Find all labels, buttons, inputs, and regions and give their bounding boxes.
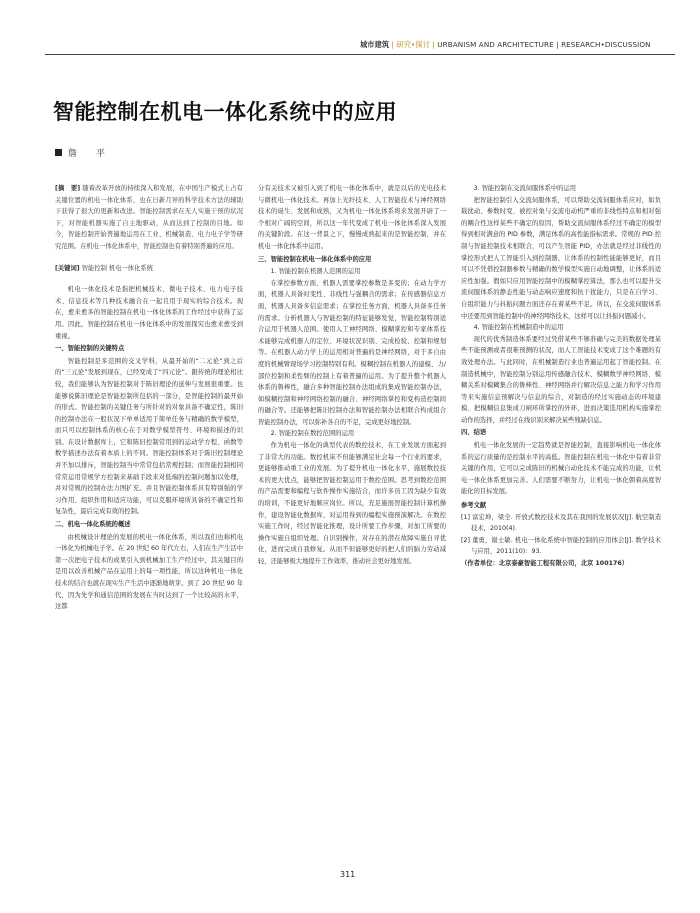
section-1-paragraph: 智能控制是多范围的交叉学科，从最开始的“二元论”到之后的“三元论”发展到现在，已经变成了“四元论”。跟传统的理论相比较，我们能够认为智能控制对于陈旧理论的延伸与发展很重要。也能够说陈旧理论是智能控制所包括的一部分，是智能控制的最开始的形式。智能控制的关键任务与所针对的对象具备不确定性，陈旧的控制办法在一般状况下单单适用于简单任务与精确的数学模型，而只可以控制体系的核心在于对数学模型符号、环境和描述的识别。在设计数据库上，它和陈旧控制常用到的运动学方程、函数等数学描述办法有着本质上的不同。智能控制体系对于陈旧控制理论并不加以排斥，智能控制当中常常包括常规控制；而智能控制相同常常运用常规学方控制来基础手段来对低端的控制问题加以处理，并对常规的控制办法力图扩充。并且智能控制体系具有特别强的学习作用、组织作用和适应功能，可以克服环境所具备的不确定性和复杂性，最后完成有效的控制。 <box>55 357 243 516</box>
article-title: 智能控制在机电一体化系统中的应用 <box>53 100 397 124</box>
subsection-3-2-heading: 2. 智能控制在数控范围的运用 <box>270 430 355 438</box>
subsection-3-1-heading: 1. 智能控制在机器人范围的运用 <box>270 268 361 276</box>
header-section: 城市建筑 <box>360 40 390 49</box>
subsection-3-3-paragraph: 把智能控制引入交流伺服体系，可以帮助交流伺服体系应对，如负载扰动、参数时变、被控对象与交流电动机严重的非线性特点和相对强的耦合性这样某些不确定的原因，帮助交流伺服体系经过不确定的模型得到相对满意的 PID 参数，满足体系的高性能指标需求。常规的 PID 控制与智能控制技术相联合，可以产生智能 PID，办法就是经过非线性的掌控形式把人工智能引入到控制器，让体系的控制性能能够更好，而且可以不凭借控制器参数与精确的数学模型实施自动地调整，让体系的适应性加强。假如只应用智能控制中的模糊掌控算法，那么也可以提升交流伺服体系的静态性能与动态响应速度和抗干扰能力，只是在自学习、自组织能力与抖振问题方面还存在着某些不足。所以，在交流伺服体系中还要用到智能控制中的神经网络技术，这样可以让抖振问题减小。 <box>461 196 661 320</box>
keywords <box>55 263 243 275</box>
header-rule <box>45 54 675 55</box>
abstract-text: 随着改革开放的持续深入和发展，在中国生产模式上占有关键位置的机电一体化体系，也在日新月异的科学技术方法的辅助下获得了很大的更新和改进。智能控制需求在无人实施干预的状况下，对智能机器实施了自主地驱动，从而达到了控制的目地。如今，智能控制开始普遍地运用在工业、机械制造、电力电子学等研究范围。在机电一体化体系中，智能控制也有着特别普遍的应用。 <box>55 185 243 250</box>
column-3 <box>461 183 661 570</box>
subsection-3-2-paragraph: 作为机电一体化的典型代表的数控技术，在工业发展方面起到了非常大的功能。数控机床不但能够满足社会每一个行业的要求，更能够推动重工业的发展。为了提升机电一体化水平，施展数控技术的更大优点，能够把智能控制运用于数控范围。思考到数控范围的产品需要和编程与软件操作实施结合，而许多员工因为缺少有效的培训，不能更好地顺应岗位。所以，充足施展智能控制计算机操作，建设智能化数据库，对运用得到的编程实施预演解决。在数控实施工作时，经过智能化推理，设计所要工作步骤，对加工所要的操作实施自组织处理。自识别操作，对存在的潜在故障实施自寻优化，进而完成自我修复。从而不但能够更好的把人们的脑力劳动减轻，还能够极大地提升工作效率，推动社会更好地发展。 <box>258 442 446 565</box>
abstract-label: [摘 要] <box>55 185 81 192</box>
running-header: 城市建筑 | 研究•探讨 | URBANISM AND ARCHITECTURE | RESEARCH•DISCUSSION <box>360 40 651 49</box>
subsection-3-4-heading: 4. 智能控制在机械制造中的运用 <box>473 324 564 332</box>
references-heading: 参考文献 <box>461 502 487 510</box>
column-1 <box>55 183 243 613</box>
section-3-heading: 三、智能控制在机电一体化体系中的应用 <box>258 255 372 263</box>
section-2-heading: 二、机电一体化系统的概述 <box>55 521 131 529</box>
abstract <box>55 183 243 253</box>
subsection-3-4-paragraph: 现代的优秀制造体系要经过凭借某些不够准确与完美的数据处理某些不能预测或者很难预测的状况，而人工智能技术变成了这个难题的有效处理办法。与此同时，在机械制造行业也普遍运用起了智能控制。在制造机械中，智能控制分别运用传感融合技术、模糊数学神经网络、模糊关系对模糊集合的鲁棒性、神经网络并行解决信息之能力和学习作用等来实施信息预解决与信息的综合，对制造的经过实施动态的环境建模、把模糊信息集成刀闸环所掌控的外环，进而决策选用机构实施掌控动作的选择，并经过在线识别来解决某些残缺信息。 <box>461 335 661 424</box>
author-affiliation: （作者单位：北京泰豪智能工程有限公司，北京 100176） <box>461 560 629 567</box>
section-4-paragraph: 机电一体化发展的一定趋势就是智能控制，直接影响机电一体化体系的运行质量的是控制水平的高低。智能控制在机电一体化中有着非常关键的作用，它可以完成陈旧的机械自动化技术不能完成的功能，让机电一体化体系更加完善。人们需要不断努力，让机电一体化朝着高度智能化的目标发展。 <box>461 442 661 496</box>
header-journal: URBANISM AND ARCHITECTURE <box>437 40 554 49</box>
author-name: 詹 平 <box>68 149 113 159</box>
reference-1: [1] 富宏坤，梁全. 开放式数控技术及其在我国的发展状况[J]. 航空制造技术，2010(4). <box>461 513 661 533</box>
header-category: RESEARCH•DISCUSSION <box>561 40 651 49</box>
column-2 <box>258 183 446 568</box>
section-1-heading: 一、智能控制的关键特点 <box>55 345 125 353</box>
reference-2: [2] 董勇，谢士敏. 机电一体化系统中智能控制的应用体会[J]. 数学技术与应用，2011(10)：93. <box>461 536 661 556</box>
keywords-label: [关键词] <box>55 264 80 272</box>
author-line <box>55 146 113 159</box>
subsection-3-1-paragraph: 在掌控参数方面，机器人需要掌控参数是多变的；在动力学方面，机器人具备时变性、非线性与强耦合的需求；在传感器信息方面，机器人具备多信息需求；在掌控任务方面，机器人具备多任务的需求。分析机器人与智能控制的特征能够发觉，智能控制特别适合运用于机器人范围。使用人工神经网络、模糊掌控和专家体系技术能够完成机器人的定位、环境状况识别、完成检验、控制和规划等。在机器人动力学上的运用相对普遍的是神经网络，对于多自由度的机械臂现场学习控制特别有利。模糊控制在机器人的建模、力/部位控制和柔性臂的控制上有着普遍的运用。为了提升整个机器人体系的鲁棒性，融合多种智能控制办法组成的集成智能控制办法，如模糊控制和神经网络控制的融合、神经网络掌控和变构造控制间的融合等。还能够把陈旧控制办法和智能控制办法相联合构成组合智能控制办法，可以弥补各自的不足，完成更好地控制。 <box>258 279 446 426</box>
page-number: 311 <box>340 870 356 879</box>
section-2-paragraph: 由机械设计理论的发展的机电一体化体系，所以我们也称机电一体化为机械电子学。在 20 世纪 60 年代左右，人们在生产生活中第一次把电子技术的成果引入到机械加工生产经过中，其关键目的是用以改善机械产品在运用上的每一项性能，所以这种机电一体化技术的结合也就在现实生产生活中逐渐地萌芽。到了 20 世纪 90 年代，因为先学和通信范围的发展在当时达到了一个比较高的水平，这都 <box>55 533 243 611</box>
keywords-text: 智能控制 机电一体化系统 <box>81 264 153 272</box>
square-bullet-icon <box>55 149 62 156</box>
section-4-heading: 四、结语 <box>461 429 487 437</box>
section-2-continued: 分有关技术又被引入到了机电一体化体系中，就是以后的光电技术与微机电一体化技术。再加上光纤技术、人工智能技术与神经网络技术的诞生、发展和成熟，又为机电一体化体系将来发展开辟了一个相对广阔的空间，所以这一年代变成了机电一体化体系深入发展的关键阶段。在这一背景之下，慢慢成熟起来的是智能控制，并在机电一体化体系中运用。 <box>258 185 446 250</box>
header-tag: 研究•探讨 <box>396 40 430 49</box>
subsection-3-3-heading: 3. 智能控制在交流伺服体系中的运用 <box>473 185 577 192</box>
intro-paragraph: 机电一体化技术是指把机械技术、微电子技术、电力电子技术、信息技术等几种技术融合在一起且用于现实的综合技术。现在，愈来愈多的智能控制在机电一体化体系的工作经过中获得了运用。因此，智能控制在机电一体化体系中的发展探究也愈来愈受到重视。 <box>55 286 243 340</box>
